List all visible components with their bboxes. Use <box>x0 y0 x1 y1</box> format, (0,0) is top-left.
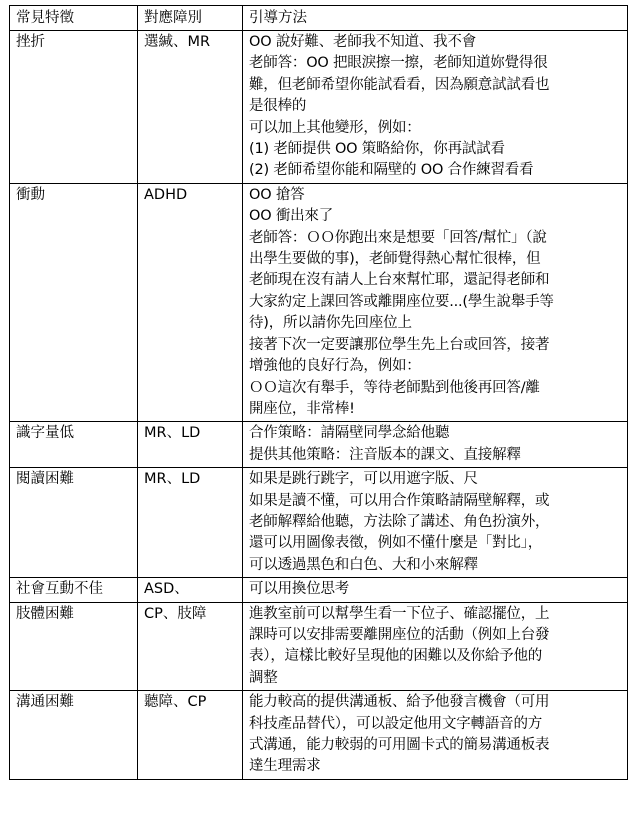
guide-line: 如果是跳行跳字，可以用遮字版、尺 <box>249 471 478 488</box>
guide-line: 科技產品替代），可以設定他用文字轉語音的方 <box>249 715 543 732</box>
disability-cell: ASD、 <box>138 578 243 602</box>
guide-line: 可以用換位思考 <box>249 581 350 598</box>
feature-cell: 溝通困難 <box>10 691 138 780</box>
guide-line: 老師答：ＯＯ你跑出來是想要「回答/幫忙」（說 <box>249 229 547 246</box>
disability-cell: MR、LD <box>138 468 243 578</box>
guide-line: 老師解釋給他聽，方法除了講述、角色扮演外， <box>249 513 550 530</box>
guide-line: OO 衝出來了 <box>249 208 334 225</box>
guide-cell <box>243 602 628 691</box>
guide-line: 開座位，非常棒! <box>249 400 355 417</box>
disability-cell: ADHD <box>138 183 243 421</box>
guide-cell <box>243 691 628 780</box>
guide-line: 表），這樣比較好呈現他的困難以及你給予他的 <box>249 648 543 665</box>
guide-line: 大家約定上課回答或離開座位要...(學生說舉手等 <box>249 293 554 310</box>
guide-line: (1) 老師提供 OO 策略給你，你再試試看 <box>249 141 505 158</box>
guide-cell <box>243 578 628 602</box>
guide-line: 難，但老師希望你能試看看，因為願意試試看也 <box>249 76 550 93</box>
guide-cell <box>243 422 628 468</box>
guide-line: OO 搶答 <box>249 186 305 203</box>
guide-line: 式溝通，能力較弱的可用圖卡式的簡易溝通板表 <box>249 737 550 753</box>
guide-line: 合作策略：請隔壁同學念給他聽 <box>249 425 450 442</box>
table-row <box>10 422 628 468</box>
table-row <box>10 578 628 602</box>
guide-line: 接著下次一定要讓那位學生先上台或回答，接著 <box>249 336 550 353</box>
guide-cell <box>243 31 628 184</box>
table-header-row <box>10 6 628 31</box>
guide-line: OO 說好難、老師我不知道、我不會 <box>249 34 477 50</box>
header-disability: 對應障別 <box>138 6 243 31</box>
table-row <box>10 691 628 780</box>
guide-line: 可以加上其他變形，例如： <box>249 119 421 136</box>
guide-line: 如果是讀不懂，可以用合作策略請隔壁解釋，或 <box>249 492 550 509</box>
guide-line: 老師現在沒有請人上台來幫忙耶，還記得老師和 <box>249 272 550 289</box>
guidance-table <box>9 5 628 780</box>
guide-line: 老師答：OO 把眼淚擦一擦，老師知道妳覺得很 <box>249 55 548 72</box>
guide-line: 達生理需求 <box>249 758 321 775</box>
header-guide: 引導方法 <box>243 6 628 31</box>
guide-cell <box>243 468 628 578</box>
feature-cell: 識字量低 <box>10 422 138 468</box>
table-row <box>10 31 628 184</box>
guide-cell <box>243 183 628 421</box>
guide-line: 增強他的良好行為，例如： <box>249 358 421 375</box>
disability-cell: 聽障、CP <box>138 691 243 780</box>
feature-cell: 肢體困難 <box>10 602 138 691</box>
table-row <box>10 468 628 578</box>
feature-cell: 挫折 <box>10 31 138 184</box>
guide-line: 調整 <box>249 669 278 686</box>
guide-line: 課時可以安排需要離開座位的活動（例如上台發 <box>249 626 550 643</box>
feature-cell: 衝動 <box>10 183 138 421</box>
table-row <box>10 183 628 421</box>
feature-cell: 閱讀困難 <box>10 468 138 578</box>
guide-line: 還可以用圖像表徵，例如不懂什麼是「對比」， <box>249 535 543 552</box>
guide-line: 出學生要做的事)，老師覺得熱心幫忙很棒，但 <box>249 251 541 268</box>
disability-cell: MR、LD <box>138 422 243 468</box>
guide-line: (2) 老師希望你能和隔壁的 OO 合作練習看看 <box>249 162 534 179</box>
header-feature: 常見特徵 <box>10 6 138 31</box>
guide-line: 待)，所以請你先回座位上 <box>249 315 412 332</box>
guide-line: 提供其他策略：注音版本的課文、直接解釋 <box>249 446 521 463</box>
disability-cell: 選緘、MR <box>138 31 243 184</box>
guide-line: 能力較高的提供溝通板、給予他發言機會（可用 <box>249 694 550 711</box>
guide-line: 進教室前可以幫學生看一下位子、確認擺位，上 <box>249 605 550 622</box>
table-body <box>10 31 628 780</box>
guide-line: 可以透過黑色和白色、大和小來解釋 <box>249 556 478 573</box>
disability-cell: CP、肢障 <box>138 602 243 691</box>
table-row <box>10 602 628 691</box>
guide-line: ＯＯ這次有舉手，等待老師點到他後再回答/離 <box>249 379 540 396</box>
feature-cell: 社會互動不佳 <box>10 578 138 602</box>
guide-line: 是很棒的 <box>249 98 307 115</box>
